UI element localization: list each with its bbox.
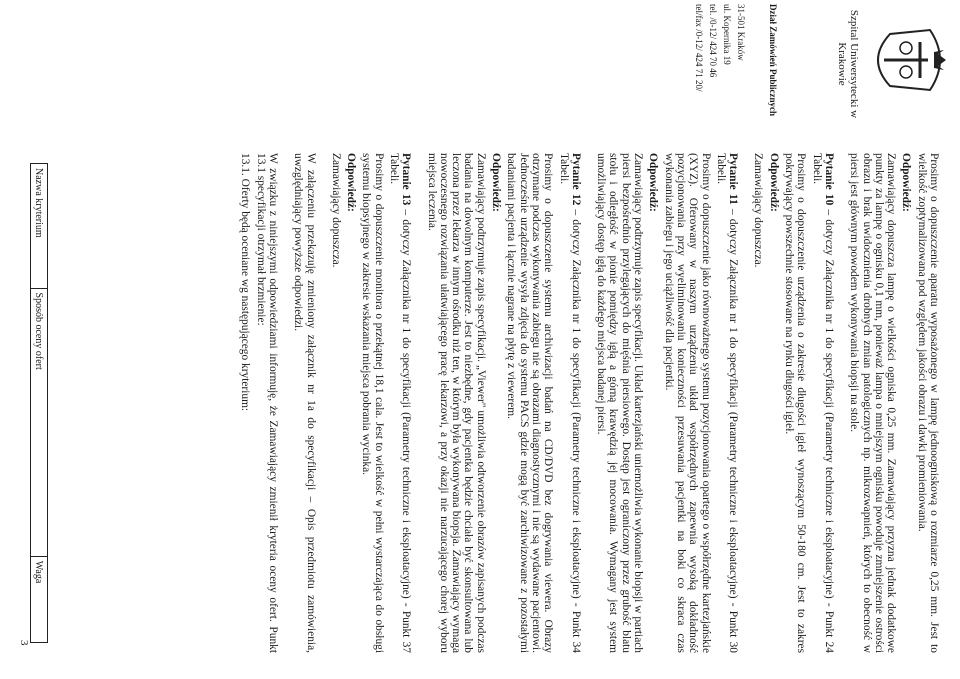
hospital-crest-logo xyxy=(864,20,950,100)
closing-paragraph: W związku z niniejszymi odpowiedziami informuję, że Zamawiający zmienił kryteria oceny ofert. Punkt 13.1 specyfikacji otrzymał brzmienie: xyxy=(254,153,279,653)
document-body xyxy=(236,153,940,653)
answer-text: Zamawiający dopuszcza. xyxy=(752,153,765,268)
answer-label: Odpowiedź: xyxy=(490,153,503,212)
hospital-name: Szpital Uniwersytecki w Krakowie xyxy=(836,9,860,119)
question-text: Prosimy o dopuszczenie systemu archiwizacji badań na CD/DVD bez dogrywania viewera. Obrazy otrzymane podczas wykonywania zabiegu nie są obrazami diagnostycznymi i nie są wydawane pacjentowi. Jednocześnie urządzenie wysyła zdjęcia do systemu PACS gdzie mogą być zarchiwizowane z pozostałymi badaniami pacjenta i łącznie nagrane na płytę z viewerem. xyxy=(505,153,555,653)
table-header-cell: Nazwa kryterium xyxy=(31,164,48,289)
closing-paragraph: 13.1. Oferty będą oceniane wg następującego kryterium: xyxy=(239,153,252,412)
answer-text: Zamawiający dopuszcza lampę o wielkości ogniska 0,25 mm. Zamawiający przyzna jednak dodatkowe punkty za lampę o ognisku 0,1 mm, ponieważ lampa o mniejszym ognisku powoduje zmniejszenie ostrości obrazu i brak uwidocznienia drobnych zmian patologicznych np. mikrozwapnień, których to obecność w piersi jest głównym powodem wykonywania biopsji na stole. xyxy=(848,153,898,653)
question-10 xyxy=(810,153,835,653)
question-text: Prosimy o dopuszczenie jako równoważnego systemu pozycjonowania opartego o współrzędne kartezjańskie (XYZ). Oferowany w naszym urządzeniu układ współrzędnych zapewnia wysoką dokładność pozycjonowania przy wyeliminowaniu konieczności przesuwania pacjentki na boki co skraca czas wykonania zabiegu i jego uciążliwość dla pacjentki. xyxy=(662,153,712,653)
question-intro: – dotyczy Załącznika nr 1 do specyfikacji (Parametry techniczne i eksploatacyjne) - Punkt 30 Tabeli. xyxy=(714,153,740,653)
answer-label: Odpowiedź: xyxy=(767,153,780,212)
answer-label: Odpowiedź: xyxy=(900,153,913,212)
question-12 xyxy=(557,153,582,653)
question-label: Pytanie 10 xyxy=(822,153,835,206)
department-name: Dział Zamówień Publicznych xyxy=(768,4,778,116)
answer-text: Zamawiający podtrzymuje zapis specyfikacji. Układ kartezjański uniemożliwia wykonanie biopsji w partiach piersi bezpośrednio przylegających do mięśnia piersiowego. Dostęp jest ograniczony przez grubość blatu stołu i odległość w pionie pomiędzy igłą a górną krawędzią jej mocowania. Wymagany jest system umożliwiający dostęp igłą do każdego miejsca badanej piersi. xyxy=(595,153,645,653)
answer-text: Zamawiający podtrzymuje zapis specyfikacji. „Viewer" umożliwia odtworzenie obrazów zapisanych podczas badania na dowolnym komputerze. Jest to niezbędne, gdy pacjentka będzie chciała być skonsultowana lub leczona przez lekarza w innym ośrodku niż ten, w którym była wykonywana biopsja. Zamawiający wymaga nowoczesnego rozwiązania ułatwiającego pracę lekarzowi, a przy okazji nie narzucającego chorej wyboru miejsca leczenia. xyxy=(425,153,487,653)
letterhead xyxy=(0,0,960,150)
question-label: Pytanie 11 xyxy=(727,153,740,205)
question-label: Pytanie 12 xyxy=(569,153,582,206)
criteria-table xyxy=(30,163,48,643)
question-intro: – dotyczy Załącznika nr 1 do specyfikacji (Parametry techniczne i eksploatacyjne) - Punkt 34 Tabeli. xyxy=(557,153,582,653)
answer-label: Odpowiedź: xyxy=(647,153,660,212)
paragraph: Prosimy o dopuszczenie aparatu wyposażonego w lampę jednoogniskową o rozmiarze 0,25 mm. Jest to wielkość zoptymalizowana pod względem jakości obrazu i dawki promieniowania. xyxy=(915,153,940,653)
question-intro: – dotyczy Załącznika nr 1 do specyfikacji (Parametry techniczne i eksploatacyjne) - Punkt 37 Tabeli. xyxy=(388,153,413,653)
address-block xyxy=(692,4,780,124)
table-header-row xyxy=(31,164,48,643)
address-line: tel/fax /0-12/ 424 71 20/ xyxy=(694,4,704,92)
answer-text: Zamawiający dopuszcza. xyxy=(329,153,342,268)
address-line: ul. Kopernika 19 xyxy=(722,4,732,65)
address-line: 31-501 Kraków xyxy=(736,4,746,61)
question-label: Pytanie 13 xyxy=(400,153,413,206)
page-number: 3 xyxy=(18,640,30,646)
table-header-cell: Sposób oceny ofert xyxy=(31,288,48,556)
address-line: tel. /0-12/ 424 70 46 xyxy=(708,4,718,78)
question-11 xyxy=(715,153,740,653)
closing-paragraph: W załączeniu przekazuję zmieniony załącznik nr 1a do specyfikacji – Opis przedmiotu zamówienia, uwzględniający powyższe odpowiedzi. xyxy=(292,153,317,653)
question-13 xyxy=(388,153,413,653)
question-text: Prosimy o dopuszczenie monitora o przekątnej 18,1 cala. Jest to wielkość w pełni wystarczająca do obsługi systemu biopsyjnego w zakresie wskazania miejsca pobrania wycinka. xyxy=(360,153,385,653)
answer-label: Odpowiedź: xyxy=(345,153,358,212)
question-text: Prosimy o dopuszczenie urządzenia o zakresie długości igieł wynoszącym 50-180 cm. Jest to zakres pokrywający powszechnie stosowane na rynku długości igieł. xyxy=(783,153,808,653)
table-header-cell: Waga xyxy=(31,556,48,642)
question-intro: – dotyczy Załącznika nr 1 do specyfikacji (Parametry techniczne i eksploatacyjne) - Punkt 24 Tabeli. xyxy=(810,153,835,653)
